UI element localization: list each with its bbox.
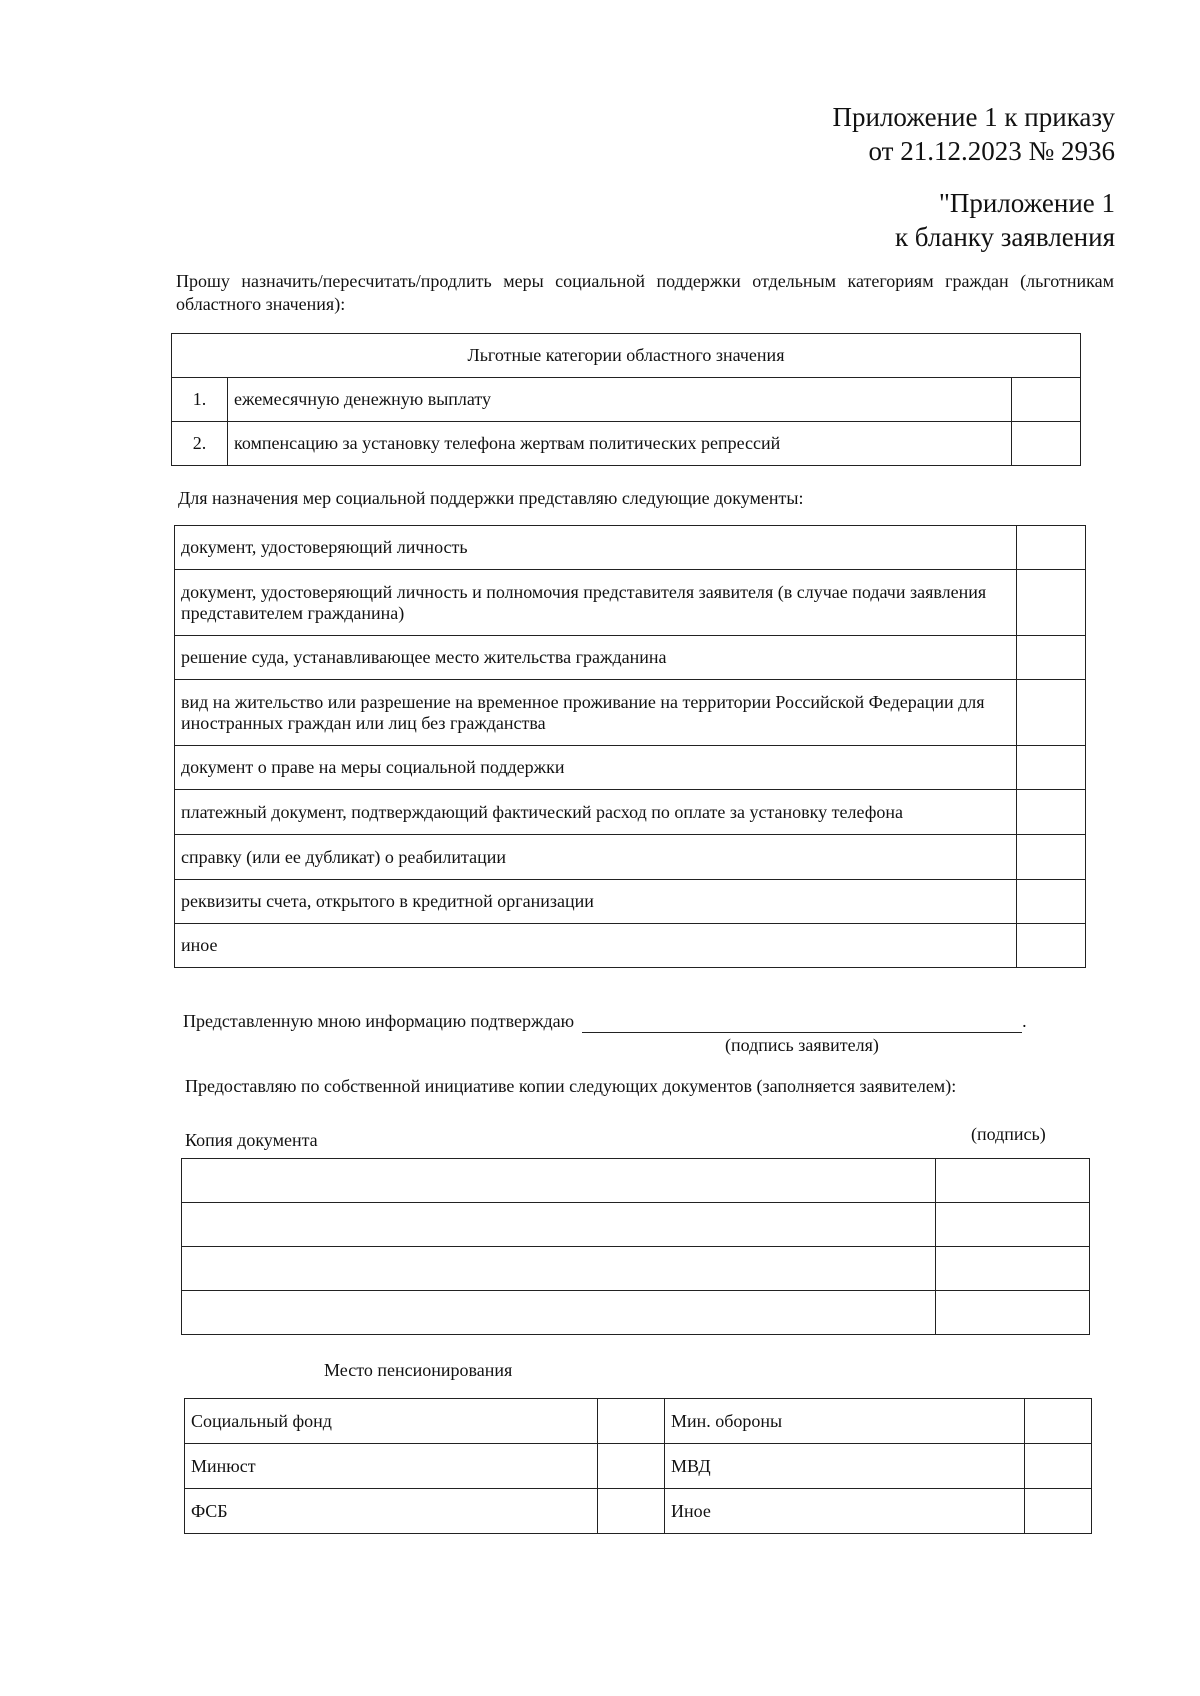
annex-line-2: от 21.12.2023 № 2936 — [868, 136, 1115, 166]
annex-line-3: "Приложение 1 — [938, 188, 1115, 218]
pension-row — [185, 1399, 1092, 1444]
benefit-text: компенсацию за установку телефона жертвам политических репрессий — [228, 422, 1012, 466]
document-text: документ о праве на меры социальной поддержки — [175, 746, 1017, 790]
benefit-number: 2. — [172, 422, 228, 466]
document-checkbox[interactable] — [1017, 880, 1086, 924]
document-checkbox[interactable] — [1017, 526, 1086, 570]
pension-option-label: Социальный фонд — [185, 1399, 598, 1444]
document-text: решение суда, устанавливающее место жительства гражданина — [175, 636, 1017, 680]
pension-checkbox[interactable] — [598, 1489, 665, 1534]
form-annex-heading — [895, 186, 1115, 254]
document-row — [175, 880, 1086, 924]
pension-checkbox[interactable] — [598, 1399, 665, 1444]
document-text: реквизиты счета, открытого в кредитной организации — [175, 880, 1017, 924]
copy-row — [182, 1159, 1090, 1203]
signature-caption: (подпись заявителя) — [725, 1035, 879, 1055]
document-text: иное — [175, 924, 1017, 968]
benefit-row — [172, 422, 1081, 466]
pension-option-label: МВД — [665, 1444, 1025, 1489]
copy-row — [182, 1203, 1090, 1247]
document-text: документ, удостоверяющий личность и полномочия представителя заявителя (в случае подачи заявления представителем гражданина) — [175, 570, 1017, 636]
pension-checkbox[interactable] — [1025, 1399, 1092, 1444]
pension-option-label: Мин. обороны — [665, 1399, 1025, 1444]
initiative-paragraph: Предоставляю по собственной инициативе копии следующих документов (заполняется заявителем): — [185, 1076, 957, 1096]
document-text: платежный документ, подтверждающий фактический расход по оплате за установку телефона — [175, 790, 1017, 835]
annex-line-1: Приложение 1 к приказу — [832, 102, 1115, 132]
document-row — [175, 636, 1086, 680]
pension-checkbox[interactable] — [1025, 1489, 1092, 1534]
pension-table — [184, 1398, 1092, 1534]
document-checkbox[interactable] — [1017, 680, 1086, 746]
document-row — [175, 790, 1086, 835]
pension-checkbox[interactable] — [598, 1444, 665, 1489]
document-row — [175, 570, 1086, 636]
pension-option-label: ФСБ — [185, 1489, 598, 1534]
benefit-text: ежемесячную денежную выплату — [228, 378, 1012, 422]
copy-document-cell[interactable] — [182, 1203, 936, 1247]
pension-option-label: Минюст — [185, 1444, 598, 1489]
copy-signature-cell[interactable] — [936, 1203, 1090, 1247]
document-checkbox[interactable] — [1017, 636, 1086, 680]
signature-column-label: (подпись) — [971, 1124, 1046, 1144]
pension-row — [185, 1489, 1092, 1534]
benefit-checkbox[interactable] — [1012, 378, 1081, 422]
document-row — [175, 924, 1086, 968]
copy-document-cell[interactable] — [182, 1159, 936, 1203]
document-text: справку (или ее дубликат) о реабилитации — [175, 835, 1017, 880]
copy-row — [182, 1291, 1090, 1335]
pension-row — [185, 1444, 1092, 1489]
confirmation-line: Представленную мною информацию подтверждаю . — [183, 1011, 1027, 1031]
copy-column-label: Копия документа — [185, 1130, 318, 1150]
document-checkbox[interactable] — [1017, 835, 1086, 880]
document-text: документ, удостоверяющий личность — [175, 526, 1017, 570]
copy-document-cell[interactable] — [182, 1291, 936, 1335]
document-row — [175, 835, 1086, 880]
benefits-table — [171, 333, 1081, 466]
benefit-number: 1. — [172, 378, 228, 422]
benefit-row — [172, 378, 1081, 422]
document-row — [175, 526, 1086, 570]
benefits-table-title: Льготные категории областного значения — [172, 334, 1081, 378]
confirmation-text: Представленную мною информацию подтверждаю — [183, 1011, 575, 1031]
document-row — [175, 680, 1086, 746]
copy-signature-cell[interactable] — [936, 1159, 1090, 1203]
document-text: вид на жительство или разрешение на временное проживание на территории Российской Федерации для иностранных граждан или лиц без гражданства — [175, 680, 1017, 746]
applicant-signature-field[interactable] — [582, 1014, 1022, 1033]
document-checkbox[interactable] — [1017, 924, 1086, 968]
pension-option-label: Иное — [665, 1489, 1025, 1534]
document-checkbox[interactable] — [1017, 570, 1086, 636]
order-annex-heading — [833, 100, 1115, 168]
documents-intro: Для назначения мер социальной поддержки представляю следующие документы: — [178, 488, 804, 508]
benefit-checkbox[interactable] — [1012, 422, 1081, 466]
copy-document-cell[interactable] — [182, 1247, 936, 1291]
copies-table — [181, 1158, 1090, 1335]
documents-table — [174, 525, 1086, 968]
document-row — [175, 746, 1086, 790]
pension-title: Место пенсионирования — [324, 1360, 513, 1380]
annex-line-4: к бланку заявления — [894, 222, 1115, 252]
document-checkbox[interactable] — [1017, 790, 1086, 835]
copy-row — [182, 1247, 1090, 1291]
copy-signature-cell[interactable] — [936, 1247, 1090, 1291]
intro-paragraph: Прошу назначить/пересчитать/продлить меры социальной поддержки отдельным категориям граждан (льготникам областного значения): — [176, 271, 1114, 314]
pension-checkbox[interactable] — [1025, 1444, 1092, 1489]
copy-signature-cell[interactable] — [936, 1291, 1090, 1335]
document-checkbox[interactable] — [1017, 746, 1086, 790]
